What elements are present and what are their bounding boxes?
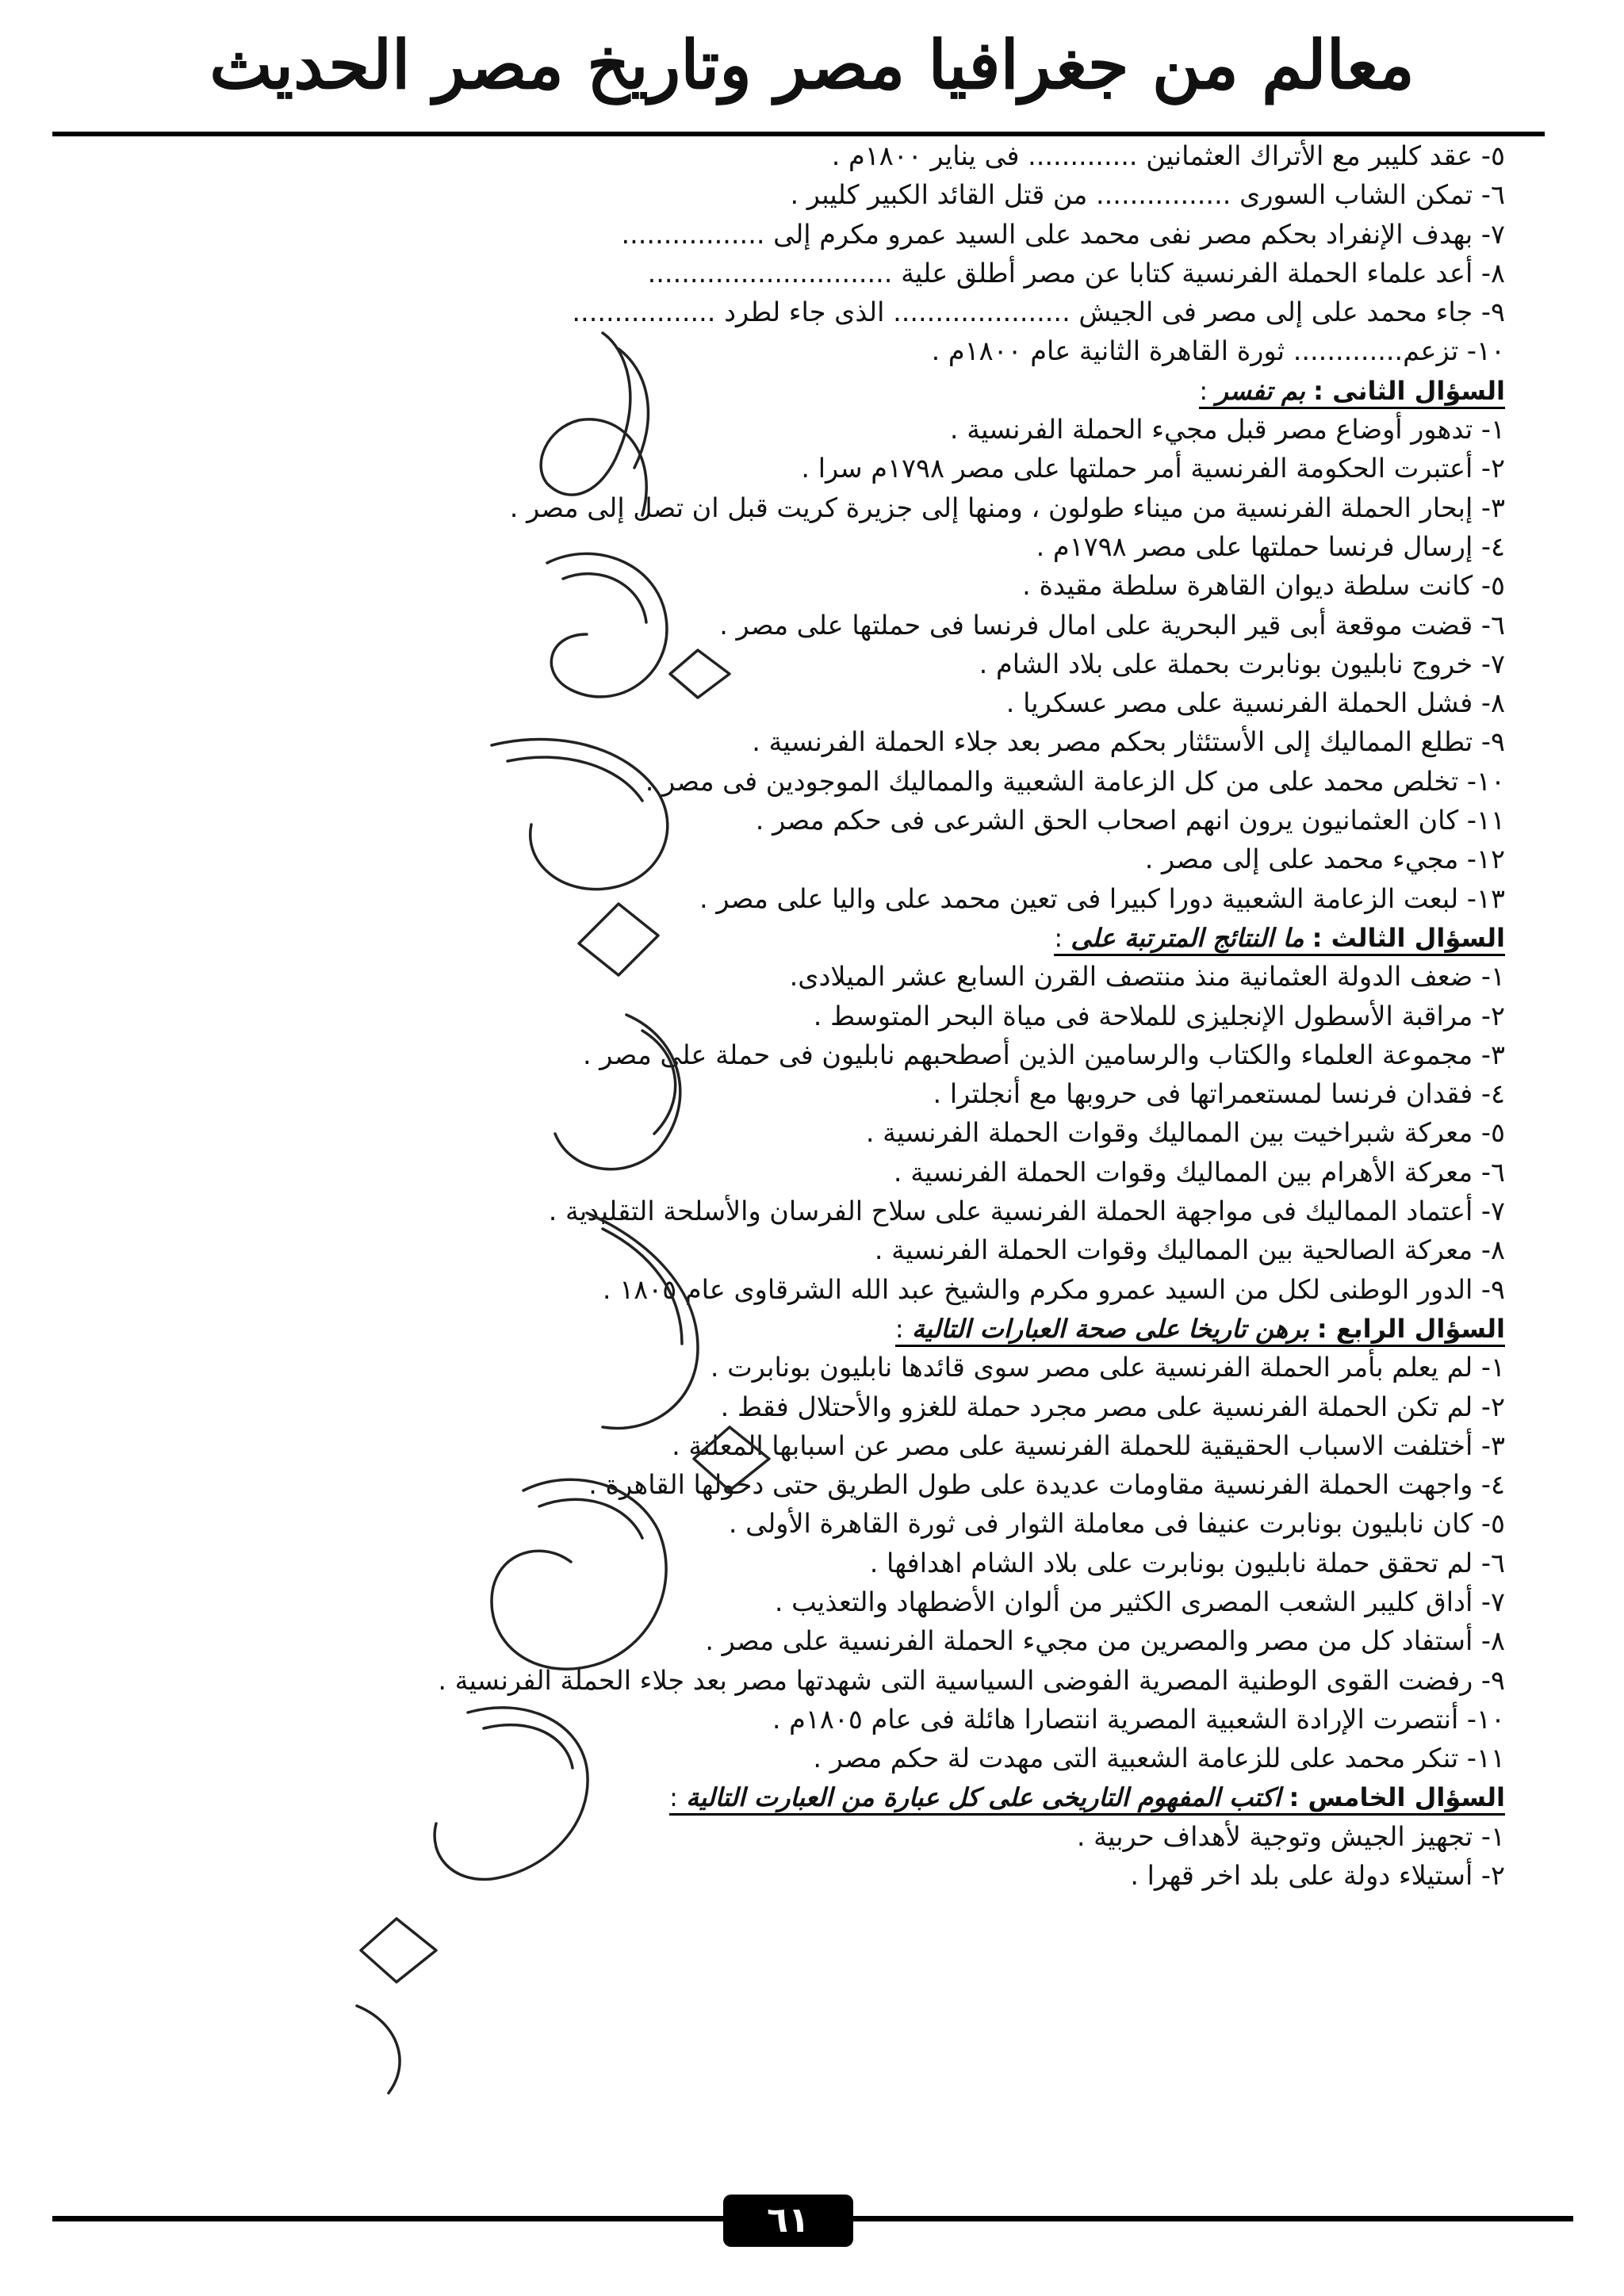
question-line: ٤- واجهت الحملة الفرنسية مقاومات عديدة على طول الطريق حتى دخولها القاهرة . (588, 1469, 1505, 1501)
section-number: السؤال الثانى : (1313, 375, 1505, 406)
section-topic: برهن تاريخا على صحة العبارات التالية (911, 1313, 1309, 1344)
question-line: ١- تدهور أوضاع مصر قبل مجيء الحملة الفرنسية . (949, 414, 1505, 446)
question-line: ٩- رفضت القوى الوطنية المصرية الفوضى السياسية التى شهدتها مصر بعد جلاء الحملة الفرنسية . (438, 1664, 1505, 1696)
question-line: ٧- أداق كليبر الشعب المصرى الكثير من ألوان الأضطهاد والتعذيب . (774, 1586, 1505, 1617)
question-line: ٩- جاء محمد على إلى مصر فى الجيش ..................... الذى جاء لطرد ................. (572, 297, 1505, 328)
question-line: ٨- معركة الصالحية بين المماليك وقوات الحملة الفرنسية . (874, 1234, 1505, 1266)
question-line: ١١- كان العثمانيون يرون انهم اصحاب الحق الشرعى فى حكم مصر . (755, 805, 1505, 836)
section-heading-q5 (94, 1777, 1505, 1816)
question-line: ٨- أستفاد كل من مصر والمصرين من مجيء الحملة الفرنسية على مصر . (705, 1625, 1505, 1657)
question-line: ٧- بهدف الإنفراد بحكم مصر نفى محمد على السيد عمرو مكرم إلى ................. (621, 218, 1505, 250)
question-line: ٧- أعتماد المماليك فى مواجهة الحملة الفرنسية على سلاح الفرسان والأسلحة التقليدية . (548, 1196, 1505, 1227)
question-line: ١٠- تزعم............. ثورة القاهرة الثانية عام ١٨٠٠م . (931, 335, 1505, 367)
question-line: ١- لم يعلم بأمر الحملة الفرنسية على مصر سوى قائدها نابليون بونابرت . (710, 1352, 1505, 1383)
section-topic: بم تفسر (1216, 375, 1305, 406)
question-line: ١٣- لبعت الزعامة الشعبية دورا كبيرا فى تعين محمد على واليا على مصر . (699, 882, 1505, 914)
section-heading-q3 (94, 918, 1505, 957)
section-suffix: : (669, 1782, 678, 1813)
question-line: ٨- أعد علماء الحملة الفرنسية كتابا عن مصر أطلق علية ............................. (647, 257, 1505, 289)
question-line: ٥- كانت سلطة ديوان القاهرة سلطة مقيدة . (1022, 570, 1505, 602)
section-suffix: : (894, 1313, 904, 1344)
question-line: ٢- أعتبرت الحكومة الفرنسية أمر حملتها على مصر ١٧٩٨م سرا . (801, 453, 1505, 484)
page-title: معالم من جغرافيا مصر وتاريخ مصر الحديث (209, 25, 1415, 104)
question-line: ٣- مجموعة العلماء والكتاب والرسامين الذين أصطحبهم نابليون فى حملة على مصر . (583, 1039, 1505, 1070)
question-line: ٥- كان نابليون بونابرت عنيفا فى معاملة الثوار فى ثورة القاهرة الأولى . (728, 1508, 1505, 1540)
section-number: السؤال الرابع : (1316, 1313, 1505, 1344)
footer-divider-left (52, 2216, 723, 2221)
question-line: ١٠- أنتصرت الإرادة الشعبية المصرية انتصارا هائلة فى عام ١٨٠٥م . (772, 1703, 1505, 1735)
question-line: ٩- تطلع المماليك إلى الأستئثار بحكم مصر بعد جلاء الحملة الفرنسية . (752, 726, 1505, 758)
question-line: ٢- مراقبة الأسطول الإنجليزى للملاحة فى مياة البحر المتوسط . (813, 1000, 1505, 1031)
question-line: ١- تجهيز الجيش وتوجية لأهداف حربية . (1076, 1820, 1505, 1852)
question-line: ٦- تمكن الشاب السورى ................ من قتل القائد الكبير كليبر . (790, 179, 1505, 211)
worksheet-content (94, 136, 1505, 1895)
question-line: ٨- فشل الحملة الفرنسية على مصر عسكريا . (1005, 687, 1505, 719)
question-line: ١٠- تخلص محمد على من كل الزعامة الشعبية والمماليك الموجودين فى مصر . (645, 765, 1505, 797)
section-topic: اكتب المفهوم التاريخى على كل عبارة من العبارت التالية (686, 1782, 1281, 1813)
section-number: السؤال الخامس : (1289, 1782, 1505, 1813)
question-line: ٥- معركة شبراخيت بين المماليك وقوات الحملة الفرنسية . (865, 1117, 1505, 1149)
question-line: ٣- إبحار الحملة الفرنسية من ميناء طولون ، ومنها إلى جزيرة كريت قبل ان تصل إلى مصر . (509, 492, 1505, 523)
question-line: ٥- عقد كليبر مع الأتراك العثمانين ............. فى يناير ١٨٠٠م . (831, 140, 1505, 171)
section-heading-q2 (94, 371, 1505, 410)
section-topic: ما النتائج المترتبة على (1071, 922, 1304, 953)
question-line: ١٢- مجيء محمد على إلى مصر . (1144, 844, 1505, 875)
footer-divider-right (853, 2216, 1573, 2221)
question-line: ٢- أستيلاء دولة على بلد اخر قهرا . (1130, 1860, 1505, 1892)
question-line: ٤- فقدان فرنسا لمستعمراتها فى حروبها مع أنجلترا . (933, 1078, 1505, 1110)
page-number: ٦١ (723, 2195, 853, 2247)
section-heading-q4 (94, 1309, 1505, 1348)
question-line: ٢- لم تكن الحملة الفرنسية على مصر مجرد حملة للغزو والأحتلال فقط . (720, 1391, 1505, 1422)
section-suffix: : (1054, 922, 1063, 953)
question-line: ٩- الدور الوطنى لكل من السيد عمرو مكرم والشيخ عبد الله الشرقاوى عام ١٨٠٥ . (602, 1273, 1505, 1305)
question-line: ٦- لم تحقق حملة نابليون بونابرت على بلاد الشام اهدافها . (869, 1547, 1505, 1578)
question-line: ٣- أختلفت الاسباب الحقيقية للحملة الفرنسية على مصر عن اسبابها المعلنة . (672, 1429, 1505, 1461)
question-line: ١- ضعف الدولة العثمانية منذ منتصف القرن السابع عشر الميلادى. (789, 961, 1505, 993)
question-line: ٧- خروج نابليون بونابرت بحملة على بلاد الشام . (979, 648, 1505, 679)
question-line: ٤- إرسال فرنسا حملتها على مصر ١٧٩٨م . (1036, 530, 1505, 562)
section-number: السؤال الثالث : (1312, 922, 1505, 953)
question-line: ٦- معركة الأهرام بين المماليك وقوات الحملة الفرنسية . (893, 1156, 1505, 1188)
question-line: ١١- تنكر محمد على للزعامة الشعبية التى مهدت لة حكم مصر . (813, 1743, 1505, 1774)
section-suffix: : (1199, 375, 1208, 406)
question-line: ٦- قضت موقعة أبى قير البحرية على امال فرنسا فى حملتها على مصر . (719, 609, 1505, 641)
